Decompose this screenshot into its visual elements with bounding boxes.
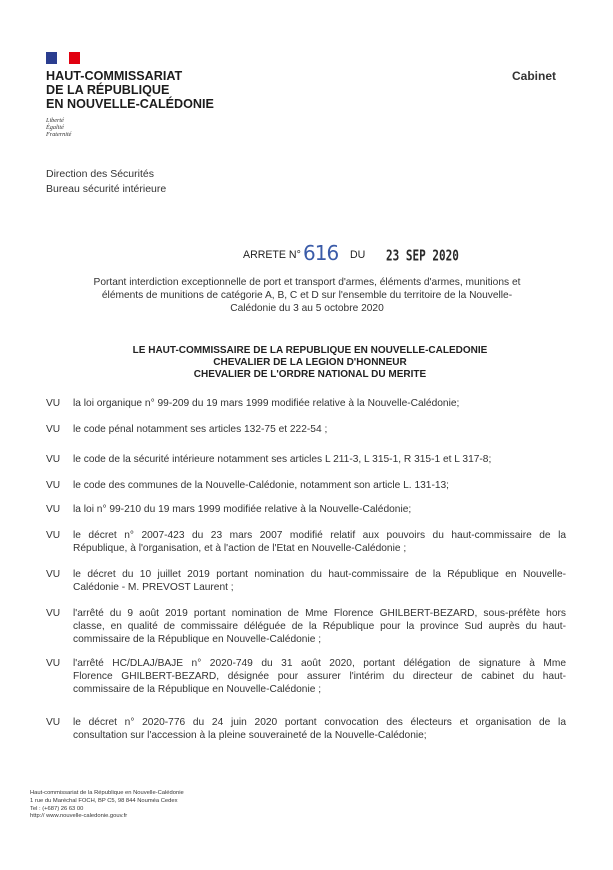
org-line-1: HAUT-COMMISSARIAT [46,69,183,83]
vu-text-line: le code pénal notamment ses articles 132-75 et 222-54 ; [73,424,328,435]
flag-blue-stripe [46,52,57,64]
vu-label: VU [46,398,61,409]
vu-label: VU [46,658,61,669]
vu-text [73,716,566,742]
subject-line-1: Portant interdiction exceptionnelle de port et transport d'armes, éléments d'armes, munitions et [93,277,521,288]
footer-line-3: Tel : (+687) 26 63 00 [30,805,84,812]
vu-text [73,397,566,410]
vu-label: VU [46,717,61,728]
vu-text [73,529,566,555]
vu-label: VU [46,480,61,491]
footer-address [30,790,184,821]
arrete-subject [44,276,570,315]
vu-text-line: le code de la sécurité intérieure notamment ses articles L 211-3, L 315-1, R 315-1 et L 317-8; [73,454,492,465]
vu-label: VU [46,424,61,435]
vu-text-line: classe, en qualité de commissaire déléguée de la République pour la province Sud auprès du haut- [73,621,566,632]
vu-text-line: République, à l'organisation, et à l'action de l'Etat en Nouvelle-Calédonie ; [73,543,407,554]
vu-text [73,657,566,696]
subject-line-2: éléments de munitions de catégorie A, B, C et D sur l'ensemble du territoire de la Nouvelle- [101,290,513,301]
footer-line-1: Haut-commissariat de la République en Nouvelle-Calédonie [30,790,184,796]
arrete-date-stamp: 23 SEP 2020 [386,247,459,265]
flag-white-stripe [57,52,68,64]
vu-text [73,453,566,466]
motto-fraternite: Fraternité [46,130,72,138]
flag-red-stripe [69,52,80,64]
org-line-3: EN NOUVELLE-CALÉDONIE [46,97,214,111]
vu-text-line: Calédonie - M. PREVOST Laurent ; [73,582,234,593]
vu-text-line: l'arrêté HC/DLAJ/BAJE n° 2020-749 du 31 août 2020, portant délégation de signature à Mme [73,658,566,669]
vu-text-line: l'arrêté du 9 août 2019 portant nomination de Mme Florence GHILBERT-BEZARD, sous-préfète hors [73,608,566,619]
authority-line-2: CHEVALIER DE LA LEGION D'HONNEUR [213,357,407,368]
vu-text-line: la loi organique n° 99-209 du 19 mars 1999 modifiée relative à la Nouvelle-Calédonie; [73,398,460,409]
arrete-number-handwritten: 616 [303,241,339,265]
vu-label: VU [46,504,61,515]
vu-label: VU [46,569,61,580]
arrete-du-label: DU [350,249,366,261]
bureau-line: Bureau sécurité intérieure [46,182,167,195]
vu-text [73,479,566,492]
cabinet-label: Cabinet [512,69,557,83]
vu-text-line: commissaire de la République en Nouvelle-Calédonie ; [73,634,322,645]
vu-text-line: le décret n° 2007-423 du 23 mars 2007 modifié relatif aux pouvoirs du haut-commissaire de la [73,530,566,541]
org-line-2: DE LA RÉPUBLIQUE [46,83,170,97]
vu-label: VU [46,608,61,619]
department-block [46,167,166,196]
vu-label: VU [46,454,61,465]
authority-title [60,345,560,381]
subject-line-3: Calédonie du 3 au 5 octobre 2020 [230,303,384,314]
vu-text [73,568,566,594]
vu-text-line: le décret n° 2020-776 du 24 juin 2020 portant convocation des électeurs et organisation de la [73,717,566,728]
arrete-label: ARRETE N° [243,249,301,261]
vu-text-line: la loi n° 99-210 du 19 mars 1999 modifiée relative à la Nouvelle-Calédonie; [73,504,412,515]
footer-line-4: http:// www.nouvelle-caledonie.gouv.fr [30,813,128,820]
vu-text-line: le décret du 10 juillet 2019 portant nomination du haut-commissaire de la République en Nouvelle- [73,569,566,580]
arrete-heading [243,241,483,268]
authority-line-1: LE HAUT-COMMISSAIRE DE LA REPUBLIQUE EN NOUVELLE-CALEDONIE [132,345,488,356]
authority-line-3: CHEVALIER DE L'ORDRE NATIONAL DU MERITE [193,369,427,380]
motto-liberte: Liberté [46,117,64,124]
vu-text-line: consultation sur l'accession à la pleine souveraineté de la Nouvelle-Calédonie; [73,730,427,741]
department-line: Direction des Sécurités [46,168,154,180]
motto-egalite: Égalité [46,123,64,131]
vu-text-line: le code des communes de la Nouvelle-Calédonie, notamment son article L. 131-13; [73,480,450,491]
vu-text [73,503,566,516]
vu-text [73,423,566,436]
vu-text-line: Florence GHILBERT-BEZARD, désignée pour assurer l'intérim du directeur de cabinet du haut- [73,671,566,682]
vu-text [73,607,566,646]
organization-name [46,69,214,111]
republic-motto [46,118,71,138]
footer-line-2: 1 rue du Maréchal FOCH, BP C5, 98 844 Nouméa Cedex [30,797,178,804]
vu-label: VU [46,530,61,541]
republic-flag-logo [46,52,80,64]
vu-text-line: commissaire de la République en Nouvelle-Calédonie ; [73,684,322,695]
